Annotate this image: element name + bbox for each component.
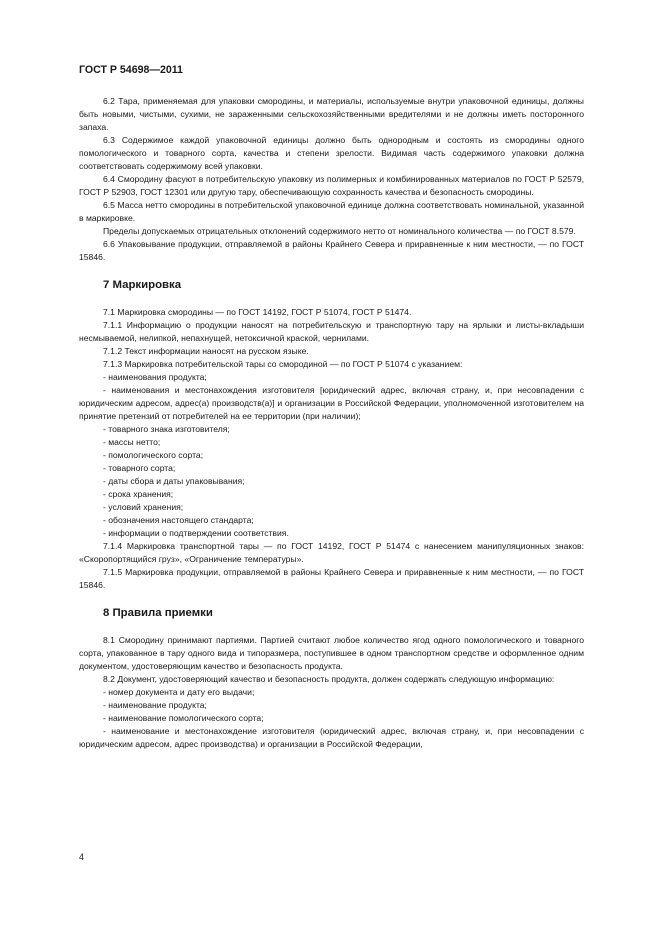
document-body [79, 95, 584, 751]
paragraph: - обозначения настоящего стандарта; [103, 515, 254, 525]
paragraph: - наименование и местонахождение изготовителя (юридический адрес, включая страну, и, при несовпадении с юридическим адресом, адрес производства) и организации в Российской Федерации, [79, 726, 584, 749]
page-number: 4 [79, 852, 85, 862]
section-heading: 7 Маркировка [103, 279, 182, 291]
paragraph: 7.1.1 Информацию о продукции наносят на потребительскую и транспортную тару на ярлыки и листы-вкладыши несмываемой, нелипкой, непахнущей, нетоксичной краской, чернилами. [79, 320, 584, 343]
paragraph: - наименования продукта; [103, 372, 207, 382]
paragraph: - условий хранения; [103, 502, 184, 512]
paragraph: 7.1.4 Маркировка транспортной тары — по ГОСТ 14192, ГОСТ Р 51474 с нанесением манипуляционных знаков: «Скоропортящийся груз», «Ограничение температуры». [79, 541, 584, 564]
paragraph: - номер документа и дату его выдачи; [103, 687, 255, 697]
paragraph: 7.1.2 Текст информации наносят на русском языке. [103, 346, 309, 356]
paragraph: 6.4 Смородину фасуют в потребительскую упаковку из полимерных и комбинированных материалов по ГОСТ Р 52579, ГОСТ Р 52903, ГОСТ 12301 или другую тару, обеспечивающую сохранность качества и безопасность смородины. [79, 174, 584, 197]
paragraph: - массы нетто; [103, 437, 161, 447]
paragraph: 6.3 Содержимое каждой упаковочной единицы должно быть однородным и состоять из смородины одного помологического и товарного сорта, качества и степени зрелости. Видимая часть содержимого упаковки должна соответствовать содержимому всей упаковки. [79, 135, 584, 171]
paragraph: 8.1 Смородину принимают партиями. Партией считают любое количество ягод одного помологического и товарного сорта, упакованное в тару одного вида и типоразмера, поступившее в одном транспортном средстве и оформленное одним документом, удостоверяющим качество и безопасность продукта. [79, 635, 584, 671]
paragraph: 6.5 Масса нетто смородины в потребительской упаковочной единице должна соответствовать номинальной, указанной в маркировке. [79, 200, 584, 223]
paragraph: - товарного сорта; [103, 463, 176, 473]
paragraph: Пределы допускаемых отрицательных отклонений содержимого нетто от номинального количества — по ГОСТ 8.579. [103, 226, 576, 236]
paragraph: - наименование помологического сорта; [103, 713, 264, 723]
paragraph: - помологического сорта; [103, 450, 204, 460]
document-header: ГОСТ Р 54698—2011 [79, 64, 183, 76]
paragraph: - наименования и местонахождения изготовителя [юридический адрес, включая страну, и, при несовпадении с юридическим адресом, адрес(а) производств(а)] и организации в Российской Федерации, уполномоченной изготовителем на принятие претензий от потребителей на ее территории (при наличии); [79, 385, 584, 421]
paragraph: 8.2 Документ, удостоверяющий качество и безопасность продукта, должен содержать следующую информацию: [103, 674, 555, 684]
section-heading: 8 Правила приемки [103, 607, 213, 619]
paragraph: - наименование продукта; [103, 700, 207, 710]
paragraph: - срока хранения; [103, 489, 174, 499]
paragraph: - информации о подтверждении соответствия. [103, 528, 289, 538]
paragraph: 6.2 Тара, применяемая для упаковки смородины, и материалы, используемые внутри упаковочной единицы, должны быть новыми, чистыми, сухими, не зараженными сельскохозяйственными вредителями и не должны иметь посторонного запаха. [79, 96, 584, 132]
paragraph: 7.1.5 Маркировка продукции, отправляемой в районы Крайнего Севера и приравненные к ним местности, — по ГОСТ 15846. [79, 567, 584, 590]
paragraph: - товарного знака изготовителя; [103, 424, 230, 434]
paragraph: - даты сбора и даты упаковывания; [103, 476, 245, 486]
paragraph: 7.1 Маркировка смородины — по ГОСТ 14192, ГОСТ Р 51074, ГОСТ Р 51474. [103, 307, 412, 317]
paragraph: 6.6 Упаковывание продукции, отправляемой в районы Крайнего Севера и приравненные к ним местности, — по ГОСТ 15846. [79, 239, 584, 262]
paragraph: 7.1.3 Маркировка потребительской тары со смородиной — по ГОСТ Р 51074 с указанием: [103, 359, 463, 369]
